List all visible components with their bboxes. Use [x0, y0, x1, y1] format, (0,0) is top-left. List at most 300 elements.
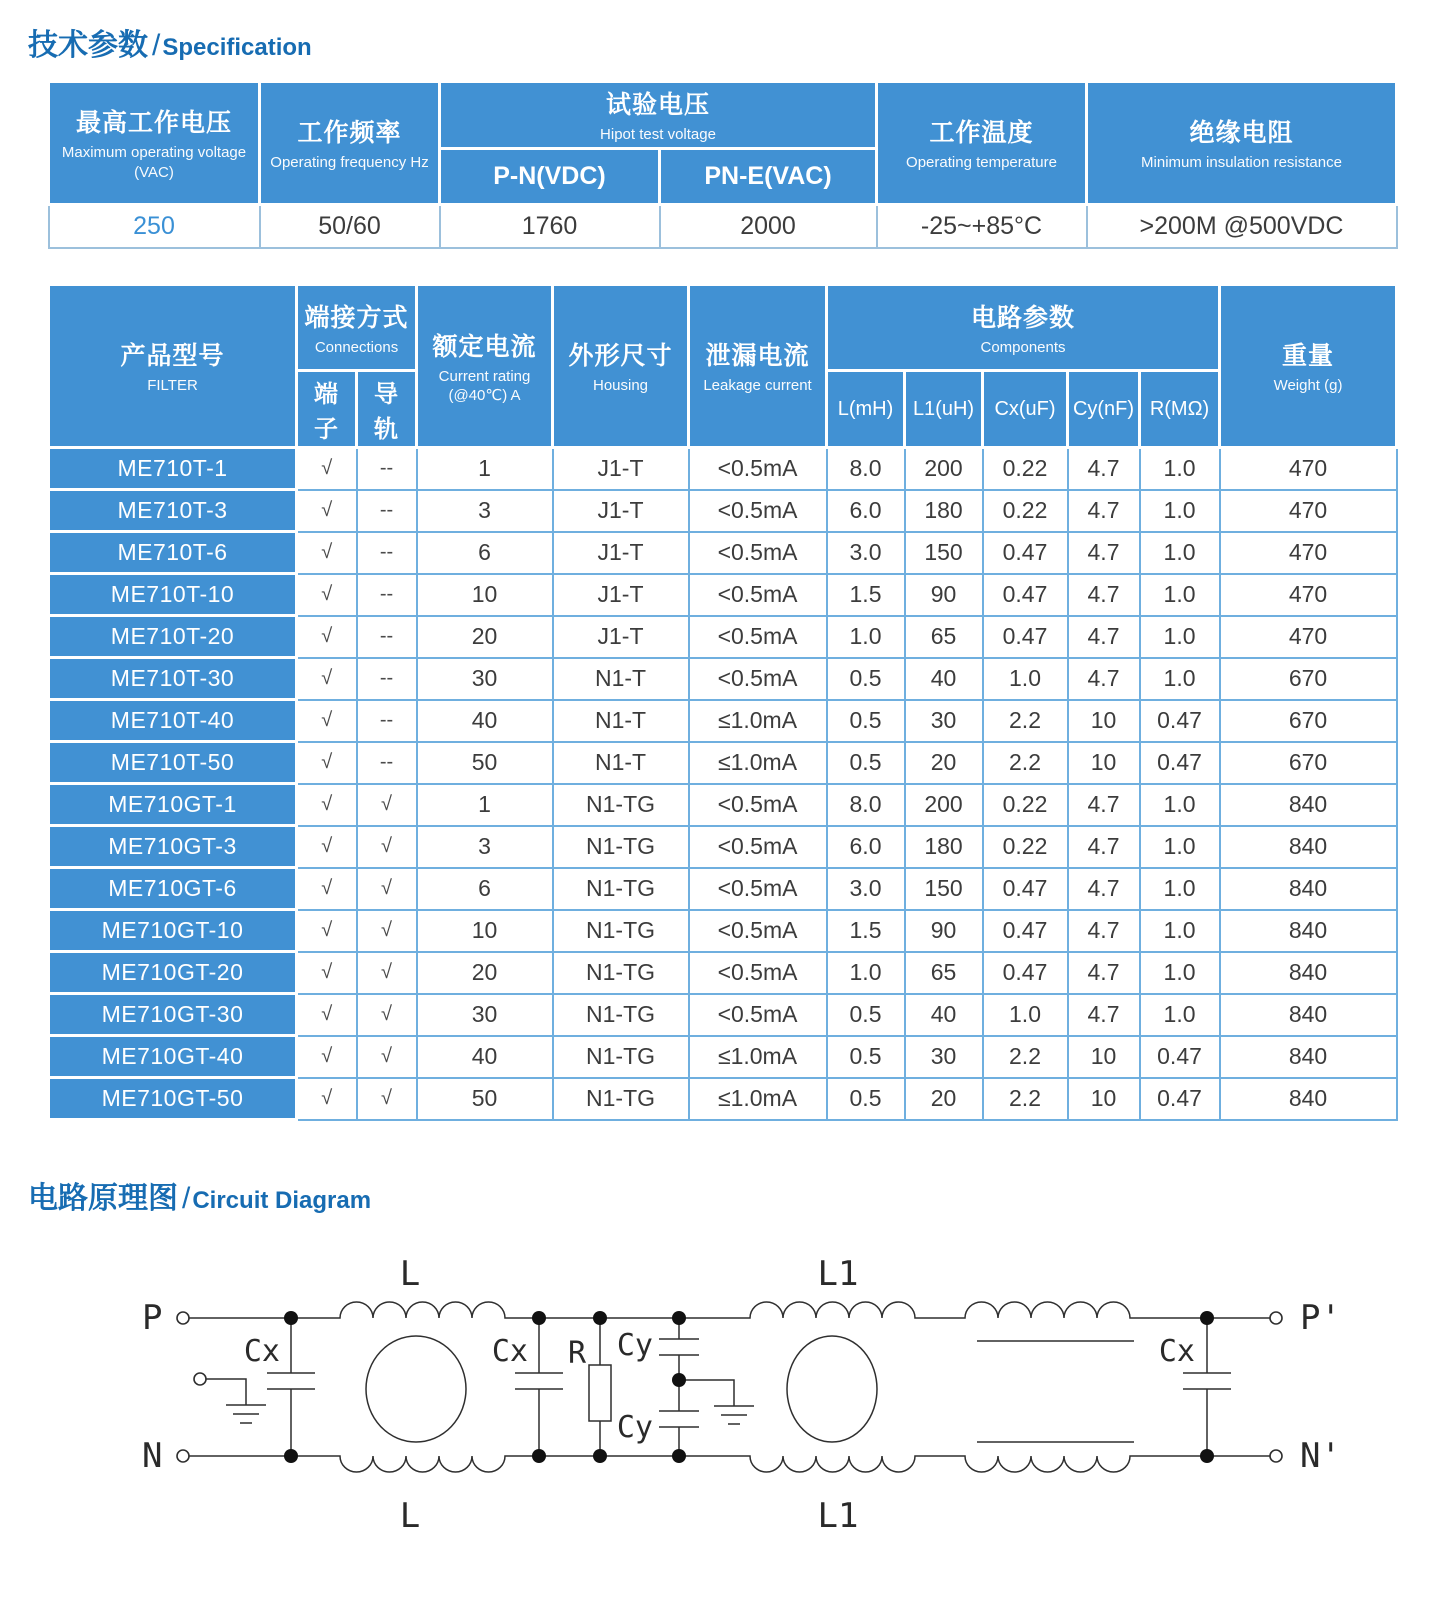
circuit-section-title — [28, 1121, 1442, 1217]
cell-current: 1 — [417, 784, 553, 826]
terminal-n-in — [177, 1450, 189, 1462]
cell-cx-uf: 0.47 — [983, 868, 1068, 910]
cell-housing: J1-T — [553, 532, 689, 574]
din-rail-zh: 导轨 — [374, 381, 399, 443]
label-choke-l1-top: L1 — [817, 1254, 859, 1294]
choke-l1-core — [787, 1336, 877, 1442]
col-header-terminal — [297, 371, 357, 448]
spec-title-separator: / — [152, 29, 161, 62]
current-zh: 额定电流 — [432, 332, 537, 361]
cell-model: ME710GT-30 — [49, 994, 297, 1036]
table-row — [49, 448, 1397, 490]
cell-din-rail: √ — [357, 868, 417, 910]
spec-summary-table — [47, 80, 1398, 249]
cell-cy-nf: 4.7 — [1068, 616, 1140, 658]
cell-l1-uh: 40 — [905, 994, 983, 1036]
cell-din-rail: -- — [357, 574, 417, 616]
cell-l1-uh: 90 — [905, 574, 983, 616]
cell-weight: 470 — [1220, 490, 1397, 532]
label-cx3: Cx — [1158, 1334, 1195, 1369]
label-p-out: P' — [1300, 1298, 1341, 1338]
cell-cy-nf: 4.7 — [1068, 994, 1140, 1036]
spec-title-zh: 技术参数 — [28, 29, 148, 62]
cell-l-mh: 0.5 — [827, 1036, 905, 1078]
table-row — [49, 1036, 1397, 1078]
choke-l1-core-bars — [977, 1341, 1134, 1442]
cell-cy-nf: 4.7 — [1068, 784, 1140, 826]
col-header-insulation — [1087, 82, 1397, 205]
cell-cy-nf: 10 — [1068, 700, 1140, 742]
cell-r-mohm: 1.0 — [1140, 784, 1220, 826]
cell-housing: N1-T — [553, 658, 689, 700]
cell-terminal: √ — [297, 784, 357, 826]
value-pn-vdc: 1760 — [440, 204, 660, 248]
max-voltage-en: Maximum operating voltage (VAC) — [61, 144, 247, 181]
cell-housing: N1-TG — [553, 784, 689, 826]
cell-r-mohm: 1.0 — [1140, 868, 1220, 910]
cell-leakage: <0.5mA — [689, 616, 827, 658]
table-row — [49, 532, 1397, 574]
cell-terminal: √ — [297, 910, 357, 952]
cell-cy-nf: 4.7 — [1068, 826, 1140, 868]
cell-current: 3 — [417, 826, 553, 868]
cell-din-rail: -- — [357, 742, 417, 784]
cell-r-mohm: 1.0 — [1140, 952, 1220, 994]
table-row — [49, 826, 1397, 868]
cell-model: ME710T-3 — [49, 490, 297, 532]
cell-r-mohm: 0.47 — [1140, 1036, 1220, 1078]
value-max-voltage: 250 — [49, 204, 260, 248]
terminal-earth-in — [194, 1373, 206, 1385]
cell-housing: N1-TG — [553, 1078, 689, 1120]
value-insulation: >200M @500VDC — [1087, 204, 1397, 248]
cell-cx-uf: 0.22 — [983, 784, 1068, 826]
cell-terminal: √ — [297, 616, 357, 658]
col-header-temperature — [877, 82, 1087, 205]
cell-model: ME710T-6 — [49, 532, 297, 574]
frequency-en: Operating frequency Hz — [270, 154, 429, 171]
table-row — [49, 616, 1397, 658]
label-cx1: Cx — [243, 1334, 280, 1369]
terminal-n-out — [1270, 1450, 1282, 1462]
cell-r-mohm: 1.0 — [1140, 658, 1220, 700]
cell-cx-uf: 0.22 — [983, 448, 1068, 490]
insulation-en: Minimum insulation resistance — [1141, 154, 1342, 171]
table-row — [49, 574, 1397, 616]
cell-l-mh: 8.0 — [827, 784, 905, 826]
spec-section-title — [28, 0, 1442, 64]
cell-terminal: √ — [297, 952, 357, 994]
table-row — [49, 994, 1397, 1036]
label-n-in: N — [142, 1436, 163, 1476]
cell-cy-nf: 4.7 — [1068, 448, 1140, 490]
neutral-wire — [189, 1456, 1270, 1472]
cell-current: 6 — [417, 532, 553, 574]
cell-din-rail: √ — [357, 952, 417, 994]
cell-housing: J1-T — [553, 574, 689, 616]
cell-model: ME710T-20 — [49, 616, 297, 658]
housing-en: Housing — [592, 377, 649, 395]
cell-leakage: <0.5mA — [689, 574, 827, 616]
cell-cx-uf: 1.0 — [983, 658, 1068, 700]
hipot-zh: 试验电压 — [605, 91, 710, 119]
cell-terminal: √ — [297, 448, 357, 490]
cell-l-mh: 8.0 — [827, 448, 905, 490]
cell-l1-uh: 20 — [905, 742, 983, 784]
insulation-zh: 绝缘电阻 — [1189, 119, 1294, 147]
cell-current: 50 — [417, 742, 553, 784]
cell-housing: N1-T — [553, 700, 689, 742]
table-row — [49, 742, 1397, 784]
cell-l-mh: 6.0 — [827, 826, 905, 868]
cell-l-mh: 6.0 — [827, 490, 905, 532]
cell-terminal: √ — [297, 532, 357, 574]
cell-l-mh: 3.0 — [827, 532, 905, 574]
label-cy-top: Cy — [616, 1328, 653, 1363]
cell-l-mh: 0.5 — [827, 1078, 905, 1120]
cell-weight: 670 — [1220, 658, 1397, 700]
cell-l1-uh: 30 — [905, 700, 983, 742]
label-cx2: Cx — [491, 1334, 528, 1369]
table-row — [49, 1078, 1397, 1120]
cell-l1-uh: 40 — [905, 658, 983, 700]
cell-current: 20 — [417, 952, 553, 994]
cell-leakage: <0.5mA — [689, 826, 827, 868]
cell-r-mohm: 1.0 — [1140, 448, 1220, 490]
cell-din-rail: -- — [357, 700, 417, 742]
cell-l1-uh: 150 — [905, 868, 983, 910]
cell-cy-nf: 4.7 — [1068, 910, 1140, 952]
cell-terminal: √ — [297, 658, 357, 700]
label-p-in: P — [142, 1298, 163, 1338]
cell-housing: N1-TG — [553, 868, 689, 910]
cell-housing: J1-T — [553, 616, 689, 658]
cell-leakage: <0.5mA — [689, 868, 827, 910]
cell-cy-nf: 4.7 — [1068, 532, 1140, 574]
cell-current: 10 — [417, 574, 553, 616]
cell-weight: 840 — [1220, 910, 1397, 952]
cell-leakage: ≤1.0mA — [689, 742, 827, 784]
cell-terminal: √ — [297, 826, 357, 868]
table-row — [49, 784, 1397, 826]
cell-l-mh: 0.5 — [827, 994, 905, 1036]
temperature-en: Operating temperature — [906, 154, 1057, 171]
cell-l1-uh: 150 — [905, 532, 983, 574]
cell-l1-uh: 180 — [905, 826, 983, 868]
col-header-cx-uf: Cx(uF) — [983, 371, 1068, 448]
cell-l1-uh: 180 — [905, 490, 983, 532]
summary-values-row — [49, 204, 1397, 248]
cell-cx-uf: 2.2 — [983, 1036, 1068, 1078]
cell-current: 1 — [417, 448, 553, 490]
value-pne-vac: 2000 — [660, 204, 877, 248]
cell-weight: 840 — [1220, 868, 1397, 910]
cell-l1-uh: 200 — [905, 448, 983, 490]
main-table-body — [49, 448, 1397, 1120]
cell-din-rail: -- — [357, 532, 417, 574]
cell-weight: 840 — [1220, 952, 1397, 994]
circuit-title-zh: 电路原理图 — [28, 1182, 178, 1215]
cell-l1-uh: 30 — [905, 1036, 983, 1078]
cell-current: 50 — [417, 1078, 553, 1120]
cell-weight: 840 — [1220, 1078, 1397, 1120]
col-header-product — [49, 285, 297, 448]
table-row — [49, 910, 1397, 952]
cell-cx-uf: 0.47 — [983, 616, 1068, 658]
cell-current: 40 — [417, 700, 553, 742]
cell-model: ME710T-40 — [49, 700, 297, 742]
cell-r-mohm: 0.47 — [1140, 742, 1220, 784]
current-en-line2: (@40℃) A — [448, 387, 521, 404]
leakage-zh: 泄漏电流 — [705, 342, 810, 371]
col-header-pne-vac: PN-E(VAC) — [660, 148, 877, 204]
cell-current: 6 — [417, 868, 553, 910]
label-r: R — [567, 1336, 586, 1371]
cell-cy-nf: 10 — [1068, 1036, 1140, 1078]
cell-cx-uf: 0.47 — [983, 910, 1068, 952]
label-choke-l1-bottom: L1 — [817, 1496, 859, 1536]
cell-housing: N1-TG — [553, 994, 689, 1036]
label-n-out: N' — [1300, 1436, 1341, 1476]
cell-terminal: √ — [297, 994, 357, 1036]
cell-current: 3 — [417, 490, 553, 532]
cell-leakage: ≤1.0mA — [689, 1078, 827, 1120]
cell-weight: 470 — [1220, 532, 1397, 574]
cell-r-mohm: 1.0 — [1140, 532, 1220, 574]
col-header-housing — [553, 285, 689, 448]
cell-current: 20 — [417, 616, 553, 658]
cell-cx-uf: 0.47 — [983, 574, 1068, 616]
cell-terminal: √ — [297, 1036, 357, 1078]
cell-cx-uf: 2.2 — [983, 1078, 1068, 1120]
cell-cx-uf: 0.22 — [983, 826, 1068, 868]
cell-din-rail: √ — [357, 826, 417, 868]
cell-leakage: <0.5mA — [689, 784, 827, 826]
cell-weight: 470 — [1220, 616, 1397, 658]
cell-l1-uh: 20 — [905, 1078, 983, 1120]
cell-cx-uf: 0.47 — [983, 532, 1068, 574]
col-header-leakage — [689, 285, 827, 448]
cell-terminal: √ — [297, 742, 357, 784]
cell-current: 30 — [417, 994, 553, 1036]
cell-housing: N1-TG — [553, 826, 689, 868]
cell-cx-uf: 0.47 — [983, 952, 1068, 994]
col-header-components — [827, 285, 1220, 371]
col-header-pn-vdc: P-N(VDC) — [440, 148, 660, 204]
connections-zh: 端接方式 — [304, 303, 409, 332]
cell-weight: 470 — [1220, 574, 1397, 616]
label-cy-bottom: Cy — [616, 1410, 653, 1445]
cell-din-rail: -- — [357, 448, 417, 490]
value-frequency: 50/60 — [260, 204, 440, 248]
value-temperature: -25~+85°C — [877, 204, 1087, 248]
cell-l-mh: 1.5 — [827, 910, 905, 952]
terminal-p-out — [1270, 1312, 1282, 1324]
cell-cy-nf: 4.7 — [1068, 574, 1140, 616]
cell-din-rail: √ — [357, 1036, 417, 1078]
col-header-current — [417, 285, 553, 448]
cell-weight: 470 — [1220, 448, 1397, 490]
spec-title-en: Specification — [162, 34, 312, 61]
col-header-max-voltage — [49, 82, 260, 205]
col-header-din-rail — [357, 371, 417, 448]
cell-cx-uf: 2.2 — [983, 700, 1068, 742]
cell-cy-nf: 4.7 — [1068, 490, 1140, 532]
cell-din-rail: -- — [357, 490, 417, 532]
cell-weight: 840 — [1220, 826, 1397, 868]
terminal-zh: 端子 — [314, 381, 339, 443]
cell-model: ME710GT-50 — [49, 1078, 297, 1120]
cell-l1-uh: 65 — [905, 616, 983, 658]
cell-cy-nf: 4.7 — [1068, 658, 1140, 700]
cell-current: 30 — [417, 658, 553, 700]
col-header-weight — [1220, 285, 1397, 448]
cell-terminal: √ — [297, 868, 357, 910]
table-row — [49, 490, 1397, 532]
cell-r-mohm: 1.0 — [1140, 994, 1220, 1036]
cell-din-rail: -- — [357, 658, 417, 700]
cell-leakage: <0.5mA — [689, 952, 827, 994]
cell-r-mohm: 0.47 — [1140, 700, 1220, 742]
cell-current: 40 — [417, 1036, 553, 1078]
cell-r-mohm: 1.0 — [1140, 910, 1220, 952]
cell-terminal: √ — [297, 490, 357, 532]
cell-housing: J1-T — [553, 448, 689, 490]
cell-l-mh: 1.0 — [827, 616, 905, 658]
cell-r-mohm: 1.0 — [1140, 826, 1220, 868]
col-header-cy-nf: Cy(nF) — [1068, 371, 1140, 448]
cell-cx-uf: 0.22 — [983, 490, 1068, 532]
cell-current: 10 — [417, 910, 553, 952]
terminal-p-in — [177, 1312, 189, 1324]
weight-zh: 重量 — [1282, 342, 1335, 371]
cell-model: ME710T-50 — [49, 742, 297, 784]
cell-cy-nf: 4.7 — [1068, 952, 1140, 994]
cell-terminal: √ — [297, 700, 357, 742]
cell-terminal: √ — [297, 574, 357, 616]
cell-model: ME710T-30 — [49, 658, 297, 700]
cell-leakage: <0.5mA — [689, 910, 827, 952]
cell-housing: N1-T — [553, 742, 689, 784]
cell-leakage: <0.5mA — [689, 448, 827, 490]
col-header-hipot — [440, 82, 877, 149]
product-en: FILTER — [147, 377, 198, 395]
cell-cy-nf: 4.7 — [1068, 868, 1140, 910]
cell-din-rail: √ — [357, 1078, 417, 1120]
cell-weight: 670 — [1220, 742, 1397, 784]
col-header-frequency — [260, 82, 440, 205]
cell-housing: N1-TG — [553, 952, 689, 994]
cell-l1-uh: 200 — [905, 784, 983, 826]
table-row — [49, 700, 1397, 742]
leakage-en: Leakage current — [703, 377, 812, 395]
cell-terminal: √ — [297, 1078, 357, 1120]
cell-leakage: ≤1.0mA — [689, 1036, 827, 1078]
circuit-title-separator: / — [182, 1182, 191, 1215]
cell-r-mohm: 1.0 — [1140, 616, 1220, 658]
cell-leakage: <0.5mA — [689, 658, 827, 700]
phase-wire — [189, 1302, 1270, 1318]
cell-din-rail: √ — [357, 994, 417, 1036]
cell-model: ME710T-10 — [49, 574, 297, 616]
product-zh: 产品型号 — [120, 342, 225, 371]
components-en: Components — [980, 338, 1066, 356]
cell-leakage: <0.5mA — [689, 994, 827, 1036]
cell-model: ME710T-1 — [49, 448, 297, 490]
table-row — [49, 868, 1397, 910]
components-zh: 电路参数 — [971, 303, 1076, 332]
col-header-r-mohm: R(MΩ) — [1140, 371, 1220, 448]
cell-cy-nf: 10 — [1068, 1078, 1140, 1120]
cell-model: ME710GT-20 — [49, 952, 297, 994]
cell-r-mohm: 1.0 — [1140, 574, 1220, 616]
cell-housing: N1-TG — [553, 910, 689, 952]
cell-cx-uf: 2.2 — [983, 742, 1068, 784]
cell-cy-nf: 10 — [1068, 742, 1140, 784]
earth-ground-symbol — [206, 1379, 266, 1423]
products-table — [47, 283, 1398, 1121]
table-row — [49, 658, 1397, 700]
col-header-l1-uh: L1(uH) — [905, 371, 983, 448]
cell-weight: 670 — [1220, 700, 1397, 742]
cell-model: ME710GT-1 — [49, 784, 297, 826]
label-choke-l-top: L — [399, 1254, 421, 1294]
cell-weight: 840 — [1220, 994, 1397, 1036]
cell-model: ME710GT-6 — [49, 868, 297, 910]
circuit-diagram — [120, 1243, 1350, 1543]
cell-l-mh: 0.5 — [827, 700, 905, 742]
col-header-l-mh: L(mH) — [827, 371, 905, 448]
cell-l-mh: 0.5 — [827, 742, 905, 784]
label-choke-l-bottom: L — [399, 1496, 421, 1536]
cell-din-rail: -- — [357, 616, 417, 658]
cell-l1-uh: 90 — [905, 910, 983, 952]
current-en-line1: Current rating — [438, 367, 531, 385]
cell-leakage: <0.5mA — [689, 490, 827, 532]
cell-din-rail: √ — [357, 910, 417, 952]
cell-weight: 840 — [1220, 784, 1397, 826]
frequency-zh: 工作频率 — [297, 119, 402, 147]
cell-l1-uh: 65 — [905, 952, 983, 994]
cell-housing: J1-T — [553, 490, 689, 532]
resistor-r — [589, 1318, 611, 1456]
table-row — [49, 952, 1397, 994]
cell-leakage: <0.5mA — [689, 532, 827, 574]
cell-model: ME710GT-3 — [49, 826, 297, 868]
cell-housing: N1-TG — [553, 1036, 689, 1078]
cell-l-mh: 1.5 — [827, 574, 905, 616]
connections-en: Connections — [314, 338, 399, 356]
cell-weight: 840 — [1220, 1036, 1397, 1078]
choke-l-core — [366, 1336, 466, 1442]
cell-din-rail: √ — [357, 784, 417, 826]
cell-l-mh: 0.5 — [827, 658, 905, 700]
cell-l-mh: 1.0 — [827, 952, 905, 994]
temperature-zh: 工作温度 — [929, 119, 1034, 147]
cell-leakage: ≤1.0mA — [689, 700, 827, 742]
weight-en: Weight (g) — [1273, 377, 1343, 395]
col-header-connections — [297, 285, 417, 371]
cell-cx-uf: 1.0 — [983, 994, 1068, 1036]
hipot-en: Hipot test voltage — [600, 126, 716, 143]
cell-l-mh: 3.0 — [827, 868, 905, 910]
housing-zh: 外形尺寸 — [568, 342, 673, 371]
capacitor-cy-pair — [659, 1318, 754, 1456]
cell-model: ME710GT-40 — [49, 1036, 297, 1078]
cell-model: ME710GT-10 — [49, 910, 297, 952]
circuit-title-en: Circuit Diagram — [192, 1187, 372, 1214]
cell-r-mohm: 0.47 — [1140, 1078, 1220, 1120]
